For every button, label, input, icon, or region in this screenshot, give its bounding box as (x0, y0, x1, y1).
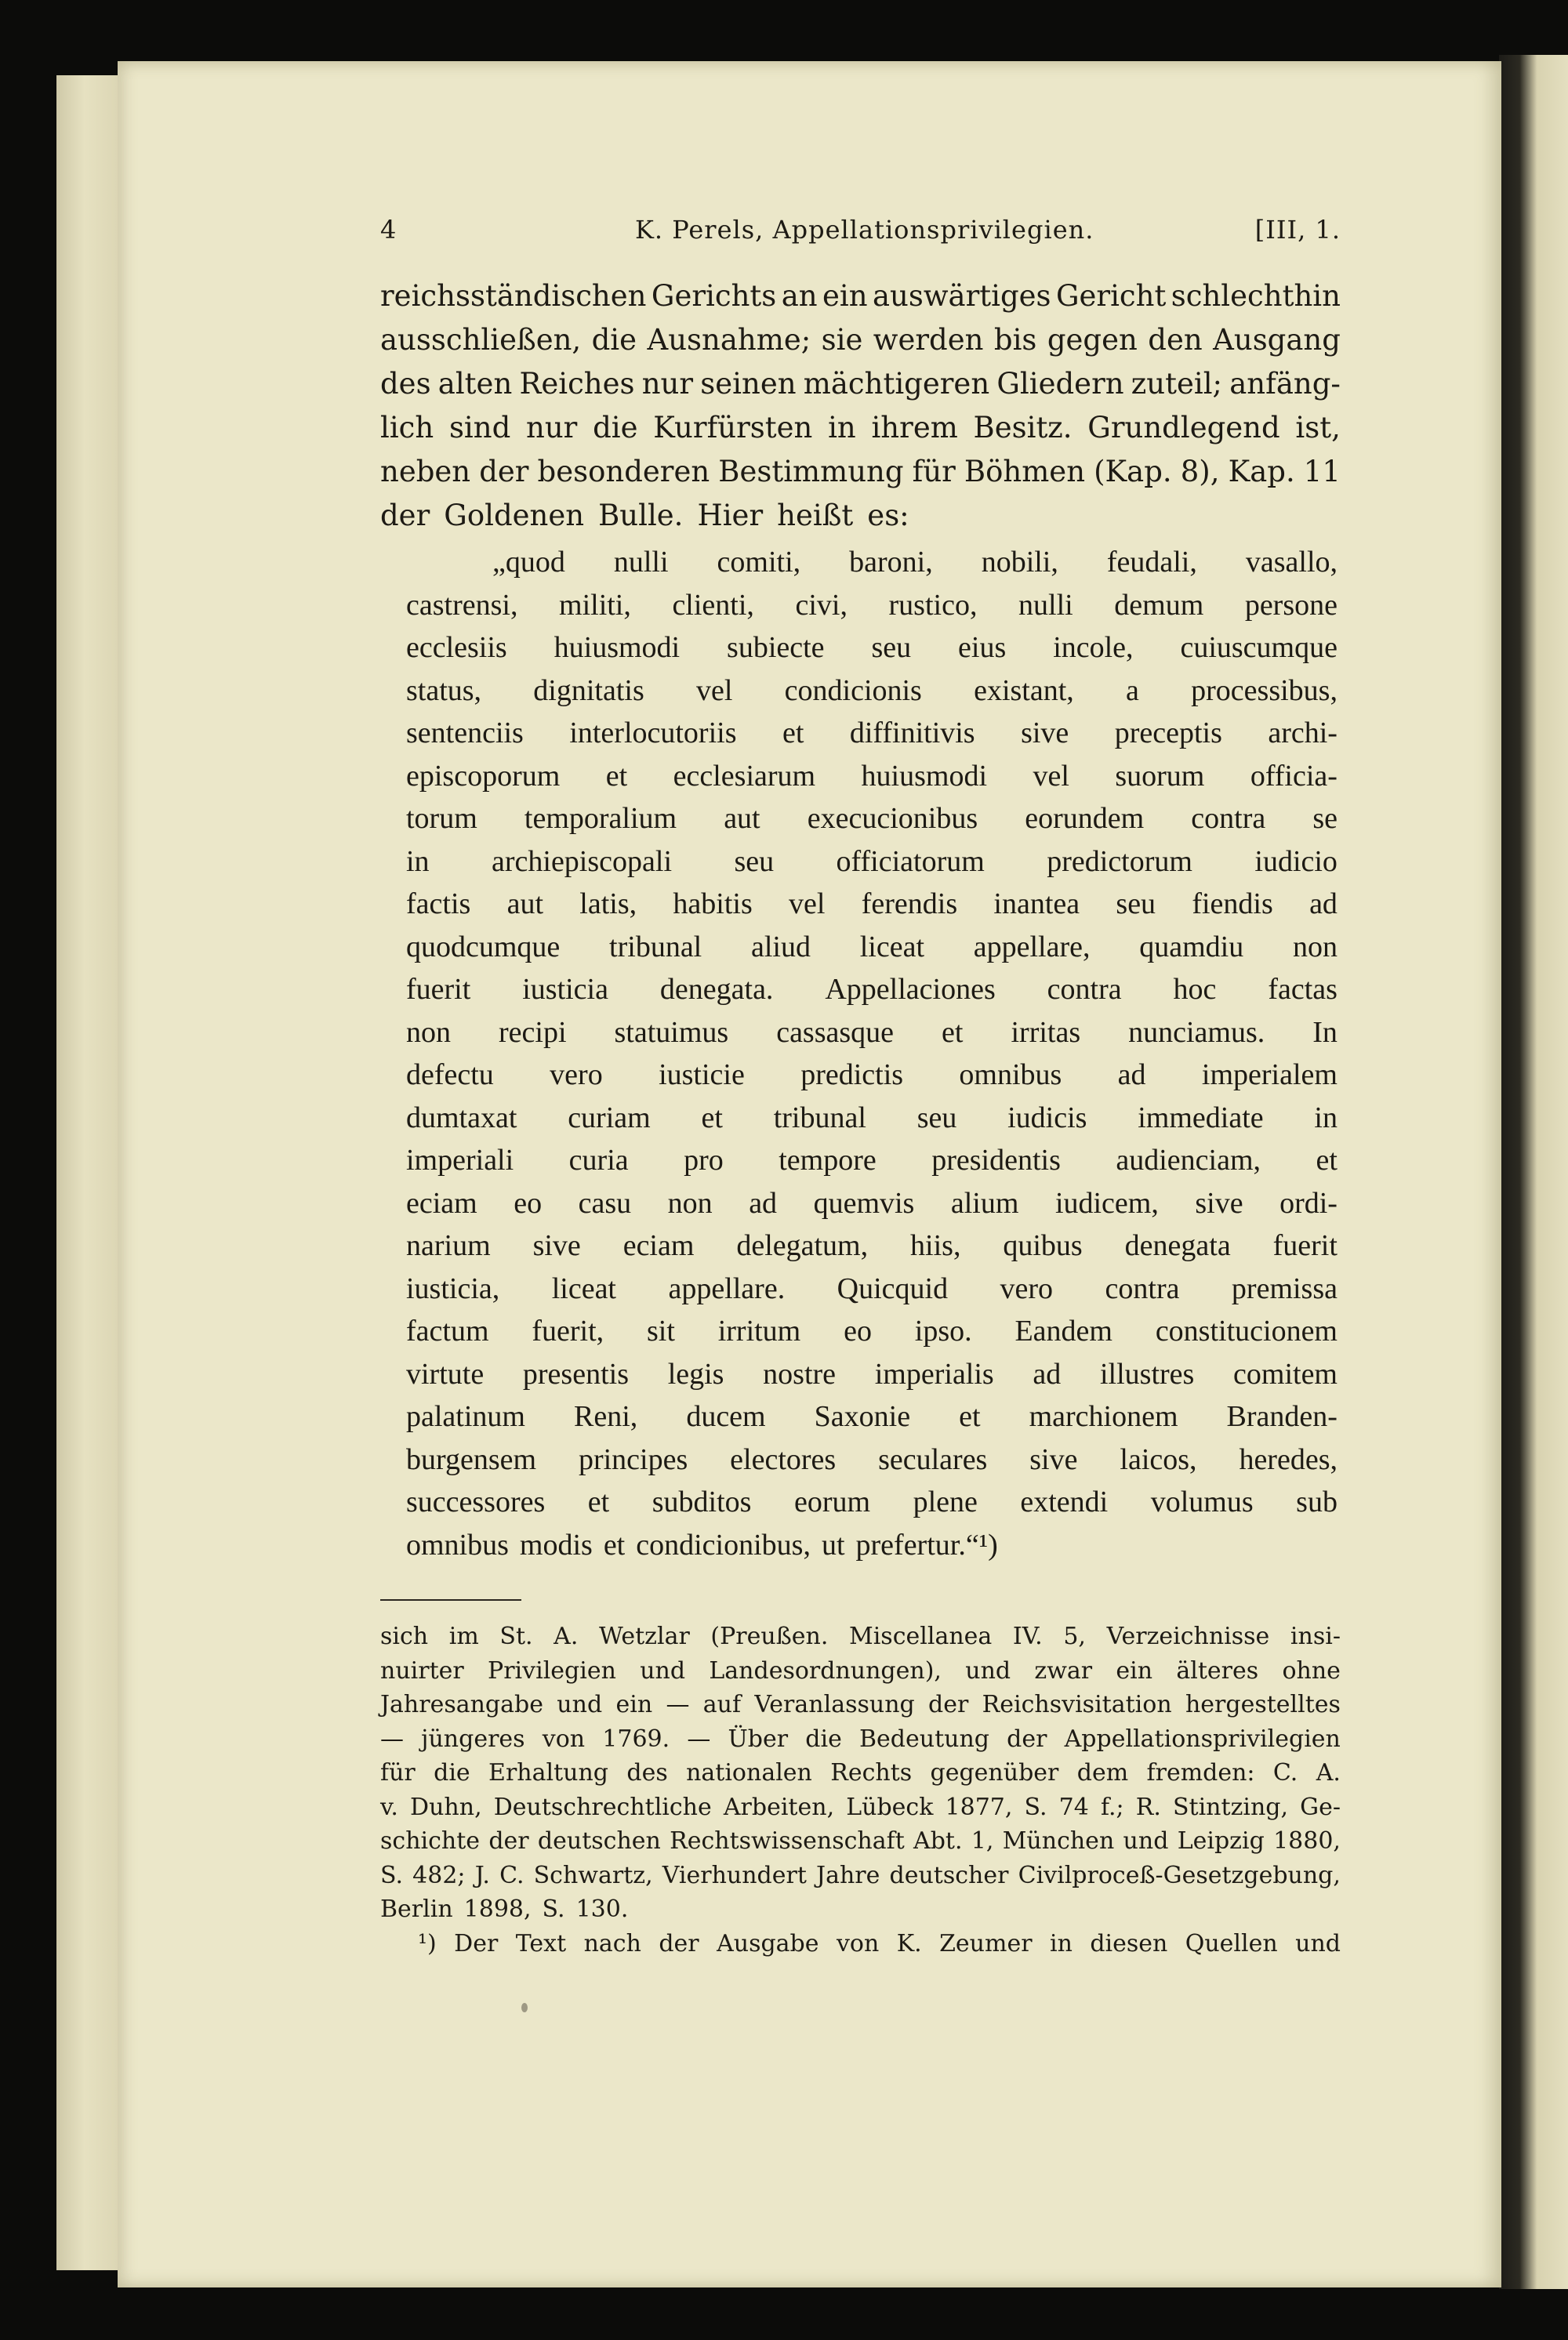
quote-line: factis aut latis, habitis vel ferendis inantea seu fiendis ad (406, 887, 1338, 920)
quote-line: ecclesiis huiusmodi subiecte seu eius incole, cuiuscumque (406, 631, 1338, 664)
footnote-line: Jahresangabe und ein — auf Veranlassung der Reichsvisitation hergestelltes (380, 1691, 1341, 1718)
quote-line: palatinum Reni, ducem Saxonie et marchionem Branden- (406, 1400, 1338, 1433)
quote-line: eciam eo casu non ad quemvis alium iudicem, sive ordi- (406, 1186, 1338, 1220)
footnote-1: ¹) Der Text nach der Ausgabe von K. Zeumer in diesen Quellen und (418, 1929, 1341, 1957)
body-line: reichsständischen Gerichts an ein auswärtiges Gericht schlechthin (380, 279, 1341, 313)
quote-line: burgensem principes electores seculares sive laicos, heredes, (406, 1442, 1338, 1476)
quote-line: status, dignitatis vel condicionis existant, a processibus, (406, 673, 1338, 707)
quote-line: factum fuerit, sit irritum eo ipso. Eandem constitucionem (406, 1315, 1338, 1348)
quote-line: „quod nulli comiti, baroni, nobili, feudali, vasallo, (492, 546, 1338, 579)
quote-line: virtute presentis legis nostre imperialis ad illustres comitem (406, 1357, 1338, 1391)
footnote-line: nuirter Privilegien und Landesordnungen), und zwar ein älteres ohne (380, 1656, 1341, 1685)
footnote-line: sich im St. A. Wetzlar (Preußen. Miscellanea IV. 5, Verzeichnisse insi- (380, 1623, 1341, 1650)
latin-quotation (406, 541, 1338, 1566)
footnote-line: S. 482; J. C. Schwartz, Vierhundert Jahre deutscher Civilproceß-Gesetzgebung, (380, 1861, 1341, 1889)
quote-line: castrensi, militi, clienti, civi, rustico, nulli demum persone (406, 588, 1338, 622)
quote-line: sentenciis interlocutoriis et diffinitivis sive preceptis archi- (406, 717, 1338, 749)
footnote-line: — jüngeres von 1769. — Über die Bedeutung der Appellationsprivilegien (380, 1725, 1341, 1753)
footnote-line: schichte der deutschen Rechtswissenschaft Abt. 1, München und Leipzig 1880, (380, 1827, 1341, 1855)
page-number: 4 (380, 215, 397, 245)
footnote-line: Berlin 1898, S. 130. (380, 1896, 629, 1923)
quote-line: fuerit iusticia denegata. Appellaciones contra hoc factas (406, 973, 1338, 1006)
quote-line: iusticia, liceat appellare. Quicquid vero contra premissa (406, 1272, 1338, 1305)
body-paragraph (380, 274, 1341, 538)
body-line: lich sind nur die Kurfürsten in ihrem Besitz. Grundlegend ist, (380, 411, 1341, 444)
print-smudge (521, 2003, 528, 2012)
adjacent-page-edge (1499, 55, 1568, 2289)
running-title: K. Perels, Appellationsprivilegien. (635, 215, 1094, 245)
quote-line: defectu vero iusticie predictis omnibus ad imperialem (406, 1058, 1338, 1091)
footnote-line: v. Duhn, Deutschrechtliche Arbeiten, Lübeck 1877, S. 74 f.; R. Stintzing, Ge- (380, 1793, 1341, 1821)
quote-line: successores et subditos eorum plene extendi volumus sub (406, 1486, 1338, 1518)
footnote-rule (380, 1599, 521, 1601)
quote-line: quodcumque tribunal aliud liceat appellare, quamdiu non (406, 930, 1338, 963)
running-head (380, 215, 1341, 254)
body-line: des alten Reiches nur seinen mächtigeren Gliedern zuteil; anfäng- (380, 367, 1341, 401)
footnotes (380, 1620, 1341, 1961)
quote-line: dumtaxat curiam et tribunal seu iudicis immediate in (406, 1101, 1338, 1134)
quote-line: imperiali curia pro tempore presidentis audienciam, et (406, 1144, 1338, 1177)
body-line: ausschließen, die Ausnahme; sie werden bis gegen den Ausgang (380, 323, 1341, 357)
quote-line: omnibus modis et condicionibus, ut prefertur.“¹) (406, 1528, 998, 1562)
quote-line: narium sive eciam delegatum, hiis, quibus denegata fuerit (406, 1229, 1338, 1262)
quote-line: in archiepiscopali seu officiatorum predictorum iudicio (406, 844, 1338, 878)
quote-line: torum temporalium aut execucionibus eorundem contra se (406, 802, 1338, 835)
footnote-line: für die Erhaltung des nationalen Rechts gegenüber dem fremden: C. A. (380, 1759, 1341, 1787)
quote-line: episcoporum et ecclesiarum huiusmodi vel suorum officia- (406, 759, 1338, 793)
scan-edge-left (56, 75, 127, 2270)
section-marker: [III, 1. (1254, 215, 1341, 245)
body-line: neben der besonderen Bestimmung für Böhmen (Kap. 8), Kap. 11 (380, 455, 1341, 488)
body-line: der Goldenen Bulle. Hier heißt es: (380, 499, 909, 532)
quote-line: non recipi statuimus cassasque et irritas nunciamus. In (406, 1015, 1338, 1049)
